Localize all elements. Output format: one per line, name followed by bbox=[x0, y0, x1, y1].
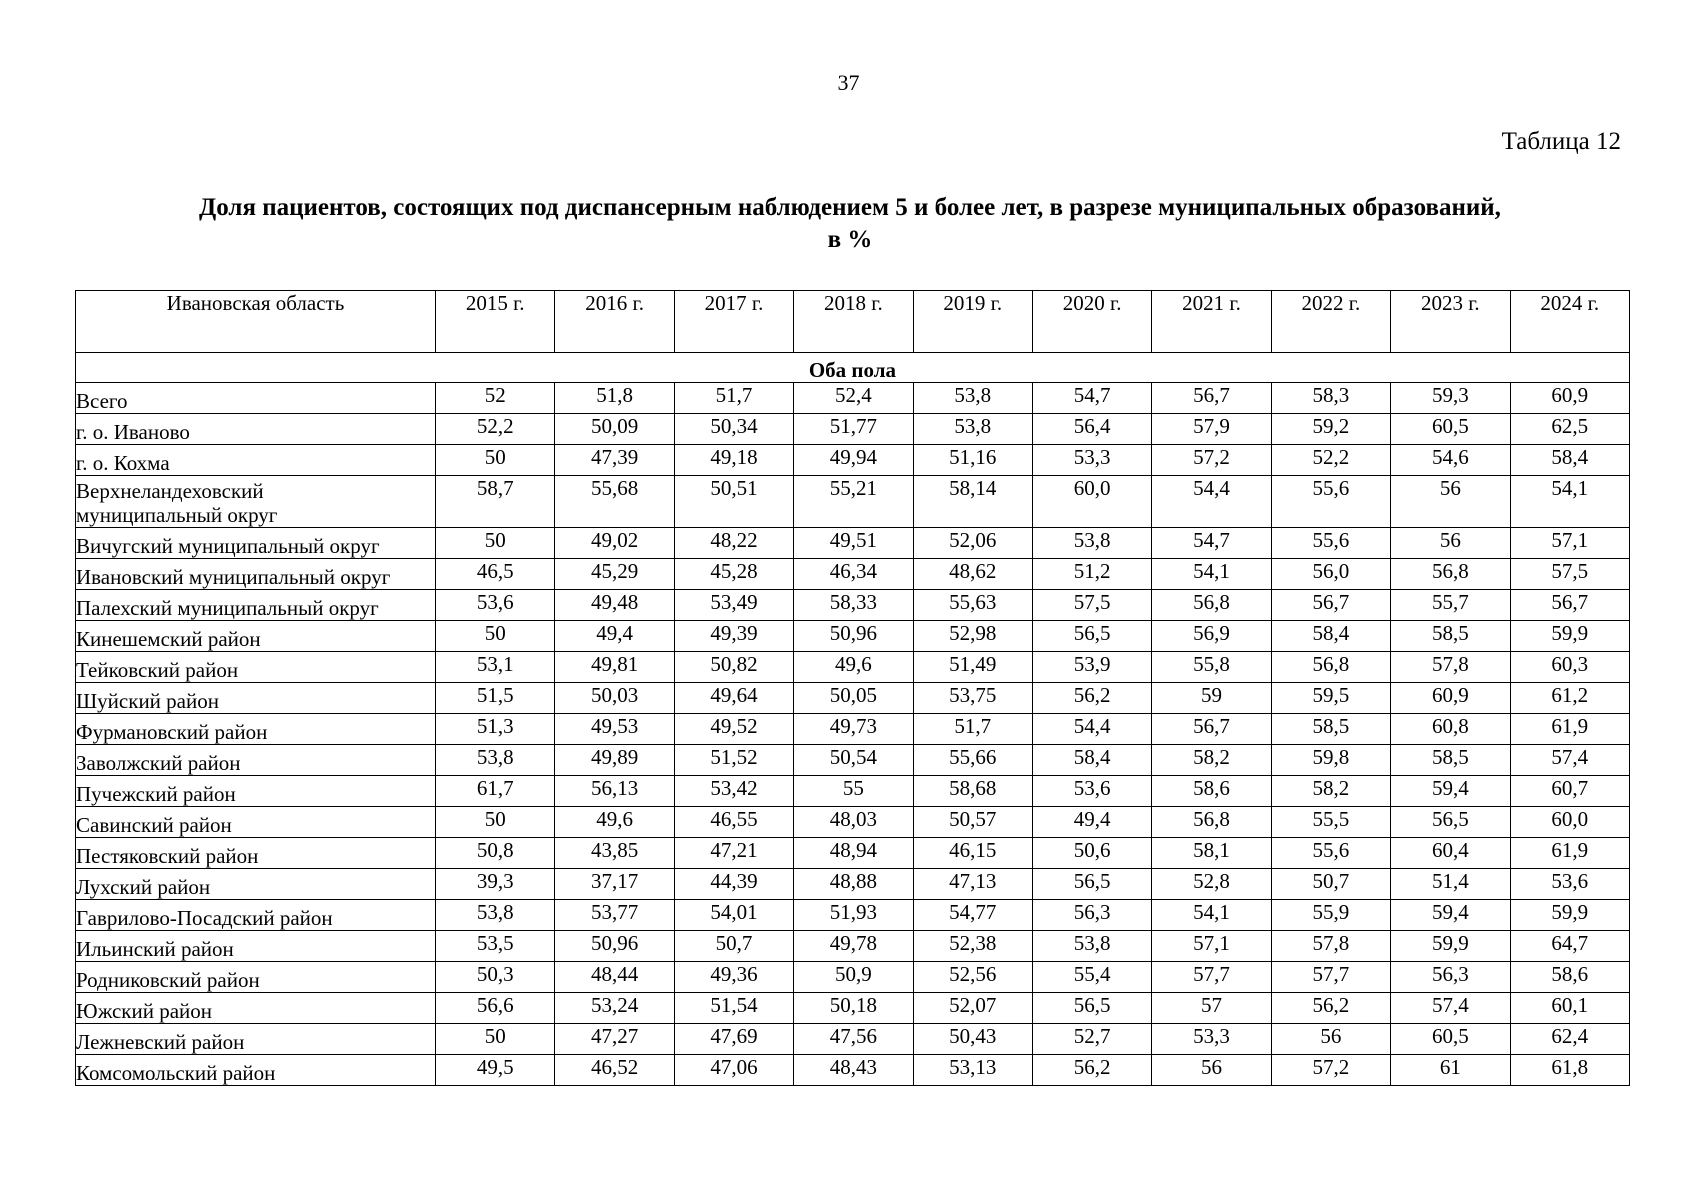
header-year: 2024 г. bbox=[1510, 291, 1629, 353]
row-value-cell: 49,02 bbox=[555, 528, 674, 559]
row-value-cell: 57,2 bbox=[1152, 445, 1271, 476]
row-value-cell: 53,8 bbox=[913, 383, 1032, 414]
row-region-name: Палехский муниципальный округ bbox=[76, 590, 436, 621]
row-region-name: Лухский район bbox=[76, 869, 436, 900]
row-value-cell: 56,7 bbox=[1271, 590, 1390, 621]
row-value-cell: 49,5 bbox=[436, 1055, 555, 1086]
row-value-cell: 60,9 bbox=[1510, 383, 1629, 414]
row-value-cell: 59,2 bbox=[1271, 414, 1390, 445]
row-value-cell: 57,8 bbox=[1271, 931, 1390, 962]
row-value-cell: 56,6 bbox=[436, 993, 555, 1024]
row-value-cell: 56,2 bbox=[1032, 683, 1151, 714]
table-row bbox=[76, 900, 1630, 931]
row-value-cell: 53,3 bbox=[1032, 445, 1151, 476]
row-value-cell: 61,8 bbox=[1510, 1055, 1629, 1086]
row-value-cell: 53,9 bbox=[1032, 652, 1151, 683]
row-value-cell: 50,9 bbox=[794, 962, 913, 993]
row-value-cell: 50,3 bbox=[436, 962, 555, 993]
row-value-cell: 55,6 bbox=[1271, 528, 1390, 559]
row-value-cell: 50 bbox=[436, 528, 555, 559]
row-value-cell: 59,8 bbox=[1271, 745, 1390, 776]
row-value-cell: 56,2 bbox=[1271, 993, 1390, 1024]
row-value-cell: 56 bbox=[1391, 476, 1510, 528]
row-value-cell: 60,5 bbox=[1391, 414, 1510, 445]
row-value-cell: 50,51 bbox=[674, 476, 793, 528]
row-value-cell: 50,03 bbox=[555, 683, 674, 714]
row-value-cell: 53,13 bbox=[913, 1055, 1032, 1086]
row-value-cell: 49,53 bbox=[555, 714, 674, 745]
row-value-cell: 57,7 bbox=[1152, 962, 1271, 993]
row-value-cell: 56,8 bbox=[1152, 590, 1271, 621]
row-value-cell: 60,5 bbox=[1391, 1024, 1510, 1055]
header-year: 2016 г. bbox=[555, 291, 674, 353]
row-region-name: Заволжский район bbox=[76, 745, 436, 776]
row-value-cell: 47,06 bbox=[674, 1055, 793, 1086]
row-value-cell: 49,4 bbox=[555, 621, 674, 652]
row-value-cell: 59,3 bbox=[1391, 383, 1510, 414]
row-value-cell: 52,4 bbox=[794, 383, 913, 414]
row-value-cell: 59,5 bbox=[1271, 683, 1390, 714]
table-label: Таблица 12 bbox=[1501, 128, 1621, 155]
row-region-name: Пестяковский район bbox=[76, 838, 436, 869]
row-value-cell: 49,6 bbox=[794, 652, 913, 683]
row-region-name: Ивановский муниципальный округ bbox=[76, 559, 436, 590]
table-row bbox=[76, 838, 1630, 869]
row-value-cell: 58,3 bbox=[1271, 383, 1390, 414]
row-value-cell: 61,9 bbox=[1510, 838, 1629, 869]
row-value-cell: 54,4 bbox=[1152, 476, 1271, 528]
table-row bbox=[76, 931, 1630, 962]
row-value-cell: 55,63 bbox=[913, 590, 1032, 621]
row-region-name: г. о. Иваново bbox=[76, 414, 436, 445]
row-value-cell: 48,88 bbox=[794, 869, 913, 900]
row-value-cell: 47,27 bbox=[555, 1024, 674, 1055]
row-value-cell: 50 bbox=[436, 621, 555, 652]
row-value-cell: 52,38 bbox=[913, 931, 1032, 962]
row-value-cell: 50,7 bbox=[1271, 869, 1390, 900]
row-value-cell: 49,52 bbox=[674, 714, 793, 745]
row-value-cell: 51,5 bbox=[436, 683, 555, 714]
section-label: Оба пола bbox=[76, 353, 1630, 383]
row-value-cell: 56,8 bbox=[1271, 652, 1390, 683]
row-value-cell: 57,9 bbox=[1152, 414, 1271, 445]
table-row bbox=[76, 1055, 1630, 1086]
row-value-cell: 52,07 bbox=[913, 993, 1032, 1024]
header-year: 2018 г. bbox=[794, 291, 913, 353]
header-year: 2019 г. bbox=[913, 291, 1032, 353]
row-value-cell: 45,29 bbox=[555, 559, 674, 590]
row-value-cell: 60,9 bbox=[1391, 683, 1510, 714]
row-value-cell: 51,54 bbox=[674, 993, 793, 1024]
row-value-cell: 56,4 bbox=[1032, 414, 1151, 445]
row-value-cell: 54,77 bbox=[913, 900, 1032, 931]
row-value-cell: 48,22 bbox=[674, 528, 793, 559]
row-value-cell: 57,4 bbox=[1391, 993, 1510, 1024]
row-value-cell: 46,34 bbox=[794, 559, 913, 590]
row-value-cell: 54,1 bbox=[1152, 559, 1271, 590]
table-row bbox=[76, 683, 1630, 714]
row-value-cell: 48,43 bbox=[794, 1055, 913, 1086]
row-value-cell: 64,7 bbox=[1510, 931, 1629, 962]
row-value-cell: 58,4 bbox=[1510, 445, 1629, 476]
row-value-cell: 46,55 bbox=[674, 807, 793, 838]
row-value-cell: 54,7 bbox=[1152, 528, 1271, 559]
row-value-cell: 57,5 bbox=[1032, 590, 1151, 621]
row-value-cell: 58,5 bbox=[1271, 714, 1390, 745]
row-value-cell: 46,52 bbox=[555, 1055, 674, 1086]
table-row bbox=[76, 962, 1630, 993]
row-value-cell: 58,68 bbox=[913, 776, 1032, 807]
row-value-cell: 56,5 bbox=[1032, 993, 1151, 1024]
row-value-cell: 53,8 bbox=[436, 900, 555, 931]
row-value-cell: 60,7 bbox=[1510, 776, 1629, 807]
row-value-cell: 56 bbox=[1391, 528, 1510, 559]
row-value-cell: 51,2 bbox=[1032, 559, 1151, 590]
row-value-cell: 53,8 bbox=[1032, 528, 1151, 559]
row-region-name: Фурмановский район bbox=[76, 714, 436, 745]
row-value-cell: 57,1 bbox=[1510, 528, 1629, 559]
row-value-cell: 58,6 bbox=[1510, 962, 1629, 993]
row-value-cell: 50,43 bbox=[913, 1024, 1032, 1055]
row-value-cell: 37,17 bbox=[555, 869, 674, 900]
table-row bbox=[76, 528, 1630, 559]
table-row bbox=[76, 652, 1630, 683]
row-value-cell: 51,93 bbox=[794, 900, 913, 931]
table-title-line1: Доля пациентов, состоящих под диспансерным наблюдением 5 и более лет, в разрезе муниципальных образований, bbox=[199, 194, 1501, 221]
row-value-cell: 59,9 bbox=[1510, 621, 1629, 652]
row-value-cell: 56,5 bbox=[1032, 869, 1151, 900]
row-value-cell: 49,64 bbox=[674, 683, 793, 714]
row-value-cell: 53,6 bbox=[1510, 869, 1629, 900]
row-value-cell: 49,51 bbox=[794, 528, 913, 559]
row-value-cell: 53,1 bbox=[436, 652, 555, 683]
table-row bbox=[76, 714, 1630, 745]
row-value-cell: 61,2 bbox=[1510, 683, 1629, 714]
row-value-cell: 49,6 bbox=[555, 807, 674, 838]
row-region-name-line: Верхнеландеховский bbox=[76, 479, 264, 503]
row-value-cell: 60,1 bbox=[1510, 993, 1629, 1024]
row-value-cell: 51,3 bbox=[436, 714, 555, 745]
row-value-cell: 55,4 bbox=[1032, 962, 1151, 993]
row-value-cell: 54,6 bbox=[1391, 445, 1510, 476]
row-value-cell: 58,14 bbox=[913, 476, 1032, 528]
row-value-cell: 54,1 bbox=[1510, 476, 1629, 528]
row-value-cell: 46,5 bbox=[436, 559, 555, 590]
row-value-cell: 49,36 bbox=[674, 962, 793, 993]
data-table bbox=[75, 290, 1630, 1086]
row-value-cell: 57,7 bbox=[1271, 962, 1390, 993]
row-value-cell: 47,69 bbox=[674, 1024, 793, 1055]
section-row bbox=[76, 353, 1630, 383]
row-value-cell: 56,8 bbox=[1391, 559, 1510, 590]
row-value-cell: 56,7 bbox=[1152, 714, 1271, 745]
row-value-cell: 56,5 bbox=[1032, 621, 1151, 652]
table-row bbox=[76, 445, 1630, 476]
row-value-cell: 52,2 bbox=[1271, 445, 1390, 476]
row-value-cell: 52 bbox=[436, 383, 555, 414]
row-value-cell: 54,7 bbox=[1032, 383, 1151, 414]
row-value-cell: 50 bbox=[436, 807, 555, 838]
row-value-cell: 55,6 bbox=[1271, 838, 1390, 869]
row-value-cell: 54,4 bbox=[1032, 714, 1151, 745]
row-value-cell: 55,9 bbox=[1271, 900, 1390, 931]
table-title-line2: в % bbox=[827, 226, 873, 253]
row-region-name: Южский район bbox=[76, 993, 436, 1024]
row-value-cell: 61,9 bbox=[1510, 714, 1629, 745]
row-region-name: Ильинский район bbox=[76, 931, 436, 962]
row-value-cell: 49,48 bbox=[555, 590, 674, 621]
table-header-row bbox=[76, 291, 1630, 353]
row-value-cell: 49,94 bbox=[794, 445, 913, 476]
row-value-cell: 56,0 bbox=[1271, 559, 1390, 590]
row-value-cell: 51,16 bbox=[913, 445, 1032, 476]
table-row bbox=[76, 559, 1630, 590]
row-value-cell: 60,8 bbox=[1391, 714, 1510, 745]
row-value-cell: 58,5 bbox=[1391, 621, 1510, 652]
row-value-cell: 52,56 bbox=[913, 962, 1032, 993]
row-value-cell: 51,52 bbox=[674, 745, 793, 776]
row-value-cell: 50,96 bbox=[555, 931, 674, 962]
row-value-cell: 47,13 bbox=[913, 869, 1032, 900]
row-value-cell: 59,9 bbox=[1510, 900, 1629, 931]
row-value-cell: 55,68 bbox=[555, 476, 674, 528]
table-row bbox=[76, 869, 1630, 900]
row-value-cell: 48,94 bbox=[794, 838, 913, 869]
row-value-cell: 53,8 bbox=[913, 414, 1032, 445]
row-value-cell: 46,15 bbox=[913, 838, 1032, 869]
row-value-cell: 52,2 bbox=[436, 414, 555, 445]
row-value-cell: 60,4 bbox=[1391, 838, 1510, 869]
row-value-cell: 49,18 bbox=[674, 445, 793, 476]
row-value-cell: 43,85 bbox=[555, 838, 674, 869]
row-value-cell: 55,8 bbox=[1152, 652, 1271, 683]
row-value-cell: 58,4 bbox=[1271, 621, 1390, 652]
row-region-name: Вичугский муниципальный округ bbox=[76, 528, 436, 559]
row-value-cell: 58,2 bbox=[1271, 776, 1390, 807]
row-value-cell: 60,0 bbox=[1032, 476, 1151, 528]
row-value-cell: 57,2 bbox=[1271, 1055, 1390, 1086]
row-value-cell: 50,18 bbox=[794, 993, 913, 1024]
row-value-cell: 49,39 bbox=[674, 621, 793, 652]
row-value-cell: 55 bbox=[794, 776, 913, 807]
row-value-cell: 58,2 bbox=[1152, 745, 1271, 776]
table-row bbox=[76, 621, 1630, 652]
row-value-cell: 50,57 bbox=[913, 807, 1032, 838]
row-region-name: Шуйский район bbox=[76, 683, 436, 714]
row-value-cell: 44,39 bbox=[674, 869, 793, 900]
row-value-cell: 55,66 bbox=[913, 745, 1032, 776]
row-value-cell: 50 bbox=[436, 1024, 555, 1055]
row-region-name: Тейковский район bbox=[76, 652, 436, 683]
header-year: 2015 г. bbox=[436, 291, 555, 353]
row-value-cell: 56,13 bbox=[555, 776, 674, 807]
row-value-cell: 45,28 bbox=[674, 559, 793, 590]
row-value-cell: 51,49 bbox=[913, 652, 1032, 683]
row-value-cell: 53,24 bbox=[555, 993, 674, 1024]
row-value-cell: 50,82 bbox=[674, 652, 793, 683]
row-value-cell: 53,6 bbox=[436, 590, 555, 621]
row-value-cell: 52,8 bbox=[1152, 869, 1271, 900]
row-value-cell: 53,6 bbox=[1032, 776, 1151, 807]
row-value-cell: 57 bbox=[1152, 993, 1271, 1024]
row-value-cell: 57,5 bbox=[1510, 559, 1629, 590]
row-value-cell: 54,1 bbox=[1152, 900, 1271, 931]
row-region-name: Пучежский район bbox=[76, 776, 436, 807]
row-value-cell: 55,5 bbox=[1271, 807, 1390, 838]
row-value-cell: 56,3 bbox=[1391, 962, 1510, 993]
row-value-cell: 57,4 bbox=[1510, 745, 1629, 776]
row-region-name: Родниковский район bbox=[76, 962, 436, 993]
row-value-cell: 47,56 bbox=[794, 1024, 913, 1055]
row-region-name: Савинский район bbox=[76, 807, 436, 838]
row-value-cell: 56,9 bbox=[1152, 621, 1271, 652]
row-value-cell: 48,03 bbox=[794, 807, 913, 838]
row-value-cell: 49,4 bbox=[1032, 807, 1151, 838]
row-value-cell: 59,4 bbox=[1391, 900, 1510, 931]
row-value-cell: 50 bbox=[436, 445, 555, 476]
row-region-name bbox=[76, 476, 436, 528]
row-value-cell: 50,96 bbox=[794, 621, 913, 652]
row-region-name-line: муниципальный округ bbox=[76, 503, 278, 527]
row-value-cell: 58,1 bbox=[1152, 838, 1271, 869]
row-region-name: Всего bbox=[76, 383, 436, 414]
row-region-name: Гаврилово-Посадский район bbox=[76, 900, 436, 931]
row-value-cell: 62,5 bbox=[1510, 414, 1629, 445]
row-value-cell: 51,7 bbox=[674, 383, 793, 414]
row-value-cell: 56,5 bbox=[1391, 807, 1510, 838]
row-value-cell: 47,39 bbox=[555, 445, 674, 476]
row-value-cell: 48,62 bbox=[913, 559, 1032, 590]
row-value-cell: 53,42 bbox=[674, 776, 793, 807]
row-value-cell: 50,09 bbox=[555, 414, 674, 445]
table-row bbox=[76, 745, 1630, 776]
header-year: 2021 г. bbox=[1152, 291, 1271, 353]
row-value-cell: 52,98 bbox=[913, 621, 1032, 652]
row-value-cell: 56 bbox=[1271, 1024, 1390, 1055]
row-value-cell: 53,3 bbox=[1152, 1024, 1271, 1055]
table-row bbox=[76, 590, 1630, 621]
row-value-cell: 56,7 bbox=[1152, 383, 1271, 414]
row-region-name: Лежневский район bbox=[76, 1024, 436, 1055]
row-value-cell: 56 bbox=[1152, 1055, 1271, 1086]
table-row bbox=[76, 476, 1630, 528]
page-number: 37 bbox=[837, 70, 860, 95]
header-year: 2022 г. bbox=[1271, 291, 1390, 353]
table-title bbox=[80, 192, 1620, 256]
row-value-cell: 58,6 bbox=[1152, 776, 1271, 807]
row-value-cell: 56,2 bbox=[1032, 1055, 1151, 1086]
row-value-cell: 53,5 bbox=[436, 931, 555, 962]
row-value-cell: 50,05 bbox=[794, 683, 913, 714]
row-value-cell: 51,77 bbox=[794, 414, 913, 445]
row-value-cell: 56,3 bbox=[1032, 900, 1151, 931]
row-value-cell: 56,8 bbox=[1152, 807, 1271, 838]
row-value-cell: 53,77 bbox=[555, 900, 674, 931]
row-value-cell: 50,6 bbox=[1032, 838, 1151, 869]
row-value-cell: 55,6 bbox=[1271, 476, 1390, 528]
row-value-cell: 49,89 bbox=[555, 745, 674, 776]
row-value-cell: 50,7 bbox=[674, 931, 793, 962]
row-value-cell: 49,78 bbox=[794, 931, 913, 962]
header-year: 2023 г. bbox=[1391, 291, 1510, 353]
row-value-cell: 48,44 bbox=[555, 962, 674, 993]
row-value-cell: 62,4 bbox=[1510, 1024, 1629, 1055]
row-value-cell: 50,8 bbox=[436, 838, 555, 869]
table-row bbox=[76, 776, 1630, 807]
row-value-cell: 53,8 bbox=[436, 745, 555, 776]
row-region-name: г. о. Кохма bbox=[76, 445, 436, 476]
row-value-cell: 53,49 bbox=[674, 590, 793, 621]
row-value-cell: 58,33 bbox=[794, 590, 913, 621]
table-row bbox=[76, 993, 1630, 1024]
table-row bbox=[76, 383, 1630, 414]
row-value-cell: 59,9 bbox=[1391, 931, 1510, 962]
table-row bbox=[76, 1024, 1630, 1055]
row-value-cell: 58,5 bbox=[1391, 745, 1510, 776]
header-year: 2020 г. bbox=[1032, 291, 1151, 353]
row-value-cell: 57,1 bbox=[1152, 931, 1271, 962]
row-value-cell: 59 bbox=[1152, 683, 1271, 714]
table-row bbox=[76, 414, 1630, 445]
row-value-cell: 49,73 bbox=[794, 714, 913, 745]
row-value-cell: 39,3 bbox=[436, 869, 555, 900]
row-value-cell: 52,7 bbox=[1032, 1024, 1151, 1055]
row-value-cell: 61 bbox=[1391, 1055, 1510, 1086]
header-year: 2017 г. bbox=[674, 291, 793, 353]
row-value-cell: 54,01 bbox=[674, 900, 793, 931]
row-value-cell: 61,7 bbox=[436, 776, 555, 807]
row-value-cell: 47,21 bbox=[674, 838, 793, 869]
row-value-cell: 57,8 bbox=[1391, 652, 1510, 683]
row-value-cell: 55,21 bbox=[794, 476, 913, 528]
row-value-cell: 53,75 bbox=[913, 683, 1032, 714]
header-region: Ивановская область bbox=[76, 291, 436, 353]
row-value-cell: 53,8 bbox=[1032, 931, 1151, 962]
row-region-name: Комсомольский район bbox=[76, 1055, 436, 1086]
table-row bbox=[76, 807, 1630, 838]
row-value-cell: 51,8 bbox=[555, 383, 674, 414]
row-value-cell: 59,4 bbox=[1391, 776, 1510, 807]
row-value-cell: 60,3 bbox=[1510, 652, 1629, 683]
row-value-cell: 56,7 bbox=[1510, 590, 1629, 621]
row-value-cell: 52,06 bbox=[913, 528, 1032, 559]
row-region-name: Кинешемский район bbox=[76, 621, 436, 652]
row-value-cell: 51,7 bbox=[913, 714, 1032, 745]
row-value-cell: 55,7 bbox=[1391, 590, 1510, 621]
row-value-cell: 50,54 bbox=[794, 745, 913, 776]
row-value-cell: 60,0 bbox=[1510, 807, 1629, 838]
row-value-cell: 58,4 bbox=[1032, 745, 1151, 776]
row-value-cell: 58,7 bbox=[436, 476, 555, 528]
row-value-cell: 51,4 bbox=[1391, 869, 1510, 900]
row-value-cell: 49,81 bbox=[555, 652, 674, 683]
row-value-cell: 50,34 bbox=[674, 414, 793, 445]
